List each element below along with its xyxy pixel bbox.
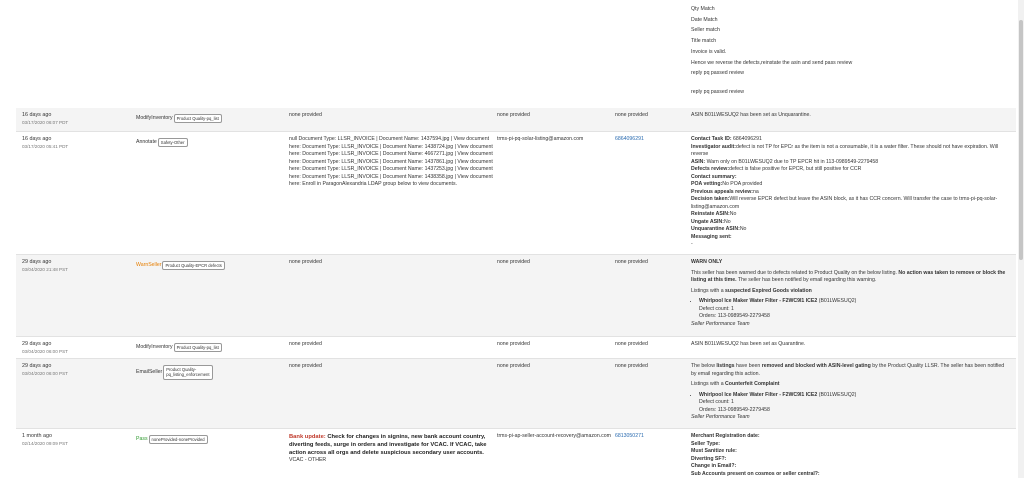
action-name: Pass — [136, 435, 148, 442]
date-cell — [22, 259, 132, 273]
vertical-scrollbar[interactable] — [1018, 0, 1024, 478]
note-line: Title match — [691, 38, 717, 45]
list-item: • Whirlpool Ice Maker Water Filter - F2WC9I1 ICE2 (B01LWESUQ2) — [699, 392, 1011, 400]
action-name: ModifyInventory — [136, 114, 173, 121]
table-row — [16, 0, 1016, 108]
team-signature: Seller Performance Team — [691, 320, 750, 327]
date-cell — [22, 341, 132, 355]
action-cell — [136, 343, 286, 353]
email-cell: none provided — [497, 363, 530, 369]
listing-list — [699, 392, 1011, 400]
detail-line: Previous appeals review:na — [691, 188, 759, 195]
detail-line: Investigator audit:defect is not TP for EPCr as the item is not a consumable, it is a water filter. These should not have expiration. Will reverse — [691, 143, 999, 158]
relative-time: 1 month ago — [22, 433, 52, 439]
timestamp: 03/17/2020 06:07 PDT — [22, 119, 69, 125]
detail-line: Defects review:defect is false positive for EPCR, but still positive for CCR — [691, 166, 862, 173]
action-tag: Product Quality- pq_listing_enforcement — [163, 365, 212, 380]
detail-line: Messaging sent: — [691, 233, 732, 240]
timestamp: 02/14/2020 09:09 PST — [22, 440, 68, 446]
field-label: Change in Email?: — [691, 463, 737, 470]
notes-cell: none provided — [289, 341, 322, 347]
relative-time: 29 days ago — [22, 341, 52, 347]
action-tag: Product Quality-pq_list — [174, 343, 222, 352]
timestamp: 03/04/2020 06:00 PST — [22, 370, 68, 376]
timestamp: 03/04/2020 06:00 PST — [22, 348, 68, 354]
date-cell — [22, 433, 132, 447]
listing-list — [699, 298, 1011, 306]
timestamp: 03/17/2020 05:41 PDT — [22, 143, 69, 149]
review-notes — [691, 6, 1011, 100]
notes-cell — [289, 433, 494, 465]
defect-count: Defect count: 1 — [699, 399, 734, 406]
contact-task-link[interactable]: 6864096291 — [615, 136, 644, 142]
detail-line: Decision taken:Will reverse EPCR defect but leave the ASIN block, as it has CCR concern. Will transfer the case to trms-pi-pq-solar-listing@amazon.com — [691, 196, 998, 210]
note-line: reply pq passed review — [691, 89, 745, 96]
warn-paragraph: This seller has been warned due to defects related to Product Quality on the below listing. No action was taken to remove or block the listing at this time. The seller has been notified by email regarding this warning. — [691, 269, 1006, 284]
date-cell — [22, 363, 132, 377]
team-signature: Seller Performance Team — [691, 414, 750, 421]
date-cell — [22, 112, 132, 126]
date-cell — [22, 136, 132, 150]
detail-line: Ungate ASIN:No — [691, 218, 731, 225]
relative-time: 16 days ago — [22, 112, 52, 118]
field-label: Seller Type: — [691, 440, 721, 447]
order-ids: Orders: 113-0989549-2279458 — [699, 313, 770, 320]
action-tag: Safety-Other — [158, 138, 188, 147]
detail-cell — [691, 433, 1011, 478]
listing-heading: Listings with a Counterfeit Complaint — [691, 381, 780, 388]
relative-time: 16 days ago — [22, 136, 52, 142]
notes-cell: none provided — [289, 259, 322, 265]
table-row — [16, 359, 1016, 429]
notes-cell: none provided — [289, 363, 322, 369]
bank-update-label: Bank update: — [289, 434, 326, 440]
table-row — [16, 255, 1016, 337]
field-label: Sub Accounts present on cosmos or seller central?: — [691, 470, 820, 477]
contact-task-link[interactable]: 6813050271 — [615, 433, 644, 439]
email-cell[interactable]: trms-pi-ap-seller-account-recovery@amazon.com — [497, 433, 611, 439]
relative-time: 29 days ago — [22, 259, 52, 265]
action-tag: Product Quality-pq_list — [174, 114, 222, 123]
note-line: Seller match — [691, 27, 720, 34]
table-row — [16, 108, 1016, 132]
contact-cell: none provided — [615, 363, 648, 369]
scrollbar-thumb[interactable] — [1019, 20, 1023, 260]
detail-cell: ASIN B01LWESUQ2 has been set as Quarantine. — [691, 341, 806, 347]
contact-cell: none provided — [615, 112, 648, 118]
action-tag: Product Quality-EPCR defects — [162, 261, 224, 270]
contact-cell: none provided — [615, 259, 648, 265]
detail-line: Contact summary: — [691, 173, 737, 180]
bank-update-text: Check for changes in signins, new bank account country, diverting feeds, surge in orders and investigate for VCAC. If VCAC, take action across all orgs and delete suspicious secondary user accounts. — [289, 434, 487, 457]
detail-line: Contact Task ID: 6864096291 — [691, 136, 762, 142]
action-name: Annotate — [136, 138, 157, 145]
list-item: • Whirlpool Ice Maker Water Filter - F2WC9I1 ICE2 (B01LWESUQ2) — [699, 298, 1011, 306]
action-tag: noneProvided-noneProvided — [149, 435, 208, 444]
note-line: Hence we reverse the defects,reinstate the asin and send pass review — [691, 59, 853, 66]
table-row — [16, 132, 1016, 255]
note-line: Invoice is valid. — [691, 48, 727, 55]
timestamp: 03/04/2020 21:48 PST — [22, 266, 68, 272]
contact-cell: none provided — [615, 341, 648, 347]
detail-cell: ASIN B01LWESUQ2 has been set as Unquarantine. — [691, 112, 811, 118]
enforcement-paragraph: The below listings have been removed and blocked with ASIN-level gating by the Product Quality LLSR. The seller has been notified by email regarding this action. — [691, 363, 1005, 377]
detail-cell — [691, 259, 1011, 328]
action-cell — [136, 114, 286, 124]
action-name: WarnSeller — [136, 261, 162, 268]
action-name: ModifyInventory — [136, 343, 173, 350]
table-row — [16, 337, 1016, 359]
field-label: Merchant Registration date: — [691, 433, 760, 439]
action-cell — [136, 435, 286, 445]
listing-heading: Listings with a suspected Expired Goods violation — [691, 287, 812, 294]
action-name: EmailSeller — [136, 368, 163, 375]
detail-line: Unquarantine ASIN:No — [691, 226, 747, 233]
action-cell — [136, 261, 286, 271]
detail-line: Reinstate ASIN:No — [691, 211, 737, 218]
action-cell — [136, 138, 286, 148]
order-ids: Orders: 113-0989549-2279458 — [699, 406, 770, 413]
note-line — [691, 81, 1011, 86]
defect-count: Defect count: 1 — [699, 305, 734, 312]
note-line: Qty Match — [691, 6, 715, 12]
notes-cell: null Document Type: LLSR_INVOICE | Document Name: 1437594.jpg | View document here: Document Type: LLSR_INVOICE | Document Name: 1438724.jpg | View document here: Document Type: LLSR_INVOICE | Document Name: 4667271.jpg | View document here: Document Type: LLSR_INVOICE | Document Name: 1437861.jpg | View document here: Document Type: LLSR_INVOICE | Document Name: 1437253.jpg | View document here: Document Type: LLSR_INVOICE | Document Name: 1438358.jpg | View document here: Enroll in ParagonAlexandria LDAP group below to view documents. — [289, 136, 493, 188]
email-cell[interactable]: trms-pi-pq-solar-listing@amazon.com — [497, 136, 584, 142]
note-line: Date Match — [691, 16, 718, 23]
warn-title: WARN ONLY — [691, 259, 723, 265]
table-row — [16, 429, 1016, 478]
note-line: reply pq passed review — [691, 70, 745, 77]
field-label: Diverting SF?: — [691, 455, 727, 462]
field-label: Must Sanitize rule: — [691, 448, 737, 455]
detail-cell — [691, 136, 1011, 249]
detail-line: - — [691, 241, 693, 248]
detail-cell — [691, 363, 1011, 422]
notes-subtext: VCAC - OTHER — [289, 457, 327, 464]
detail-line: POA vetting:No POA provided — [691, 181, 763, 188]
notes-cell: none provided — [289, 112, 322, 118]
email-cell: none provided — [497, 112, 530, 118]
action-cell — [136, 365, 286, 380]
relative-time: 29 days ago — [22, 363, 52, 369]
email-cell: none provided — [497, 341, 530, 347]
email-cell: none provided — [497, 259, 530, 265]
detail-line: ASIN: Warn only on B01LWESUQ2 due to TP EPCR hit in 113-0989549-2279458 — [691, 158, 879, 165]
